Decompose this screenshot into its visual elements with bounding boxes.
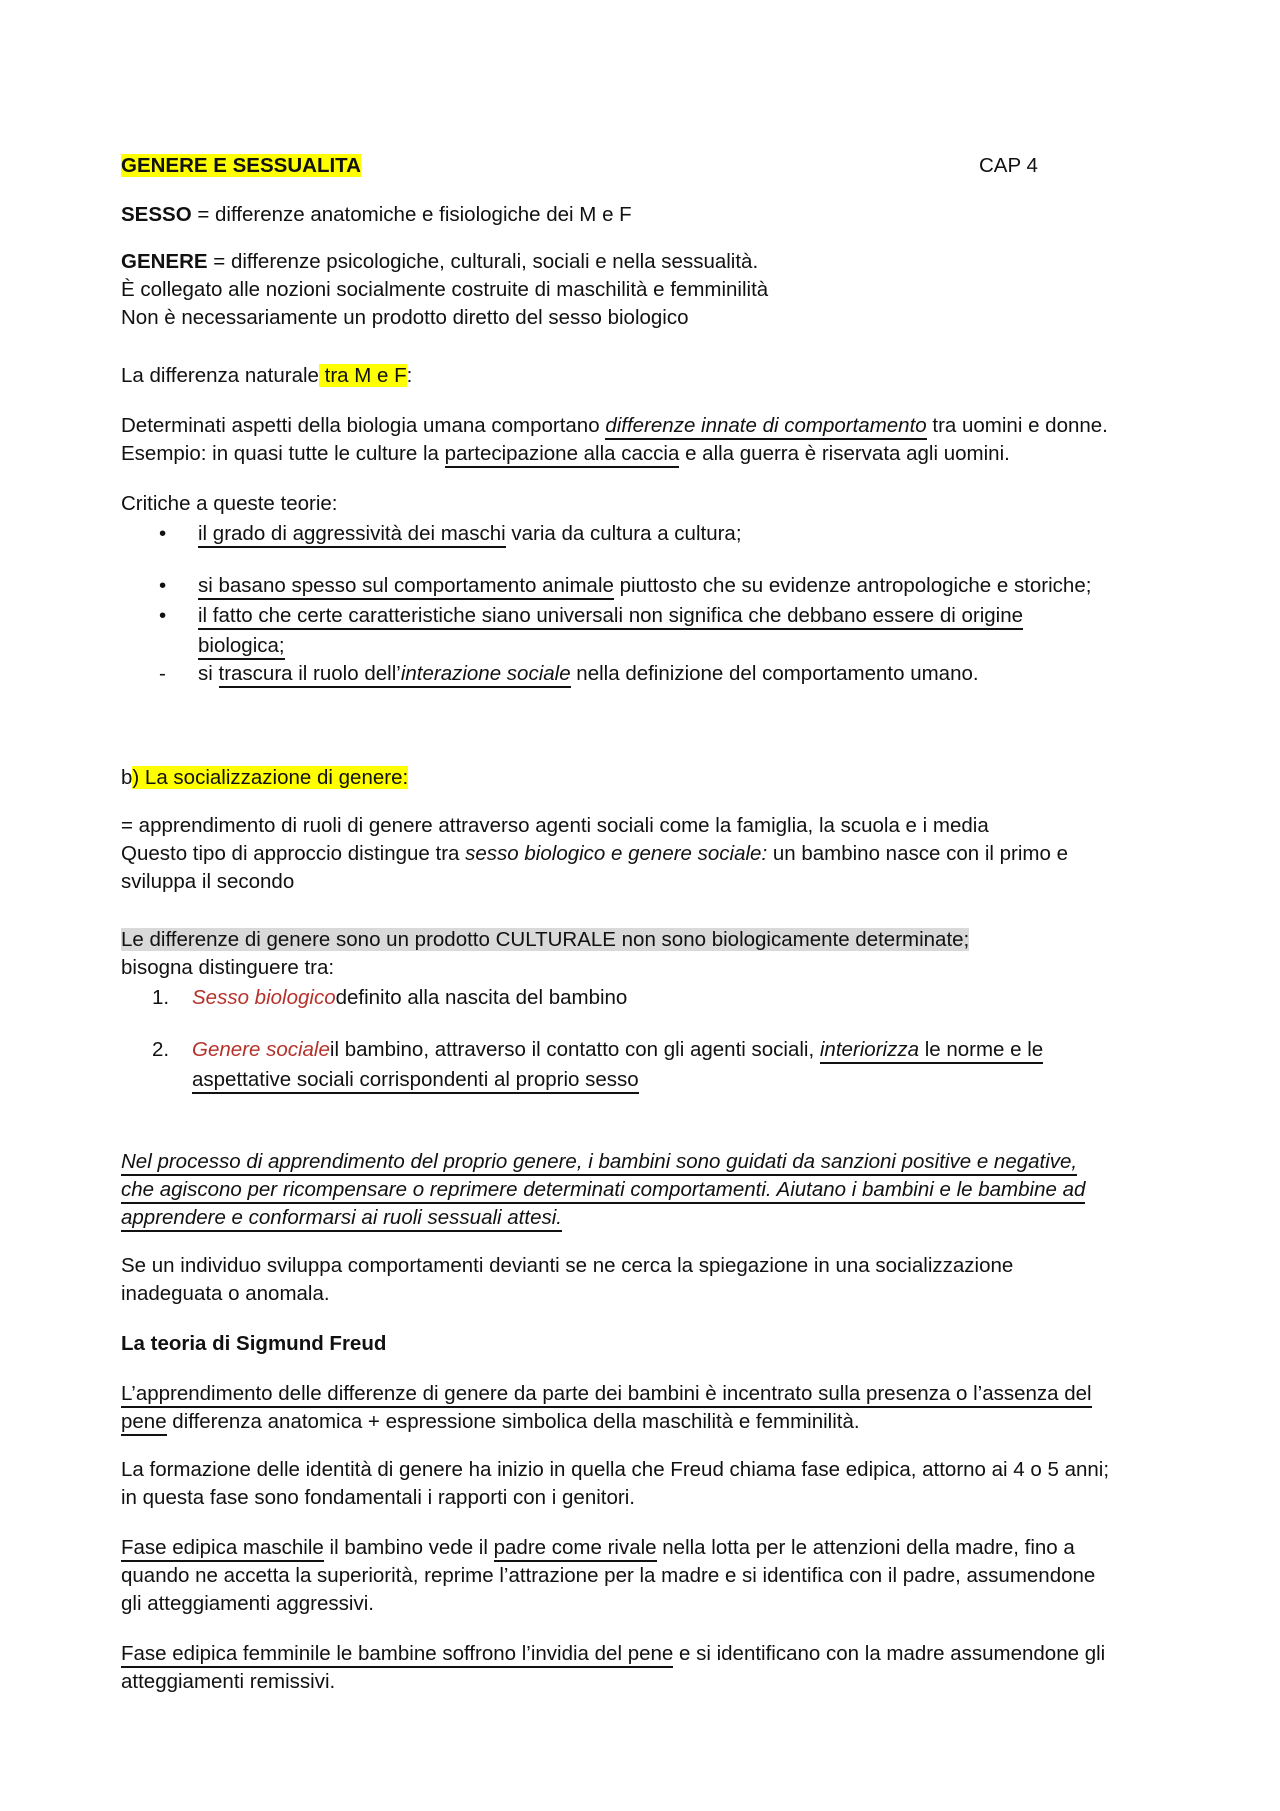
distinguish-line: bisogna distinguere tra:	[121, 956, 335, 979]
socializzazione-line-2: Questo tipo di approccio distingue tra sesso biologico e genere sociale: un bambino nasce con il primo e	[121, 842, 1068, 865]
freud-p2-line-2: in questa fase sono fondamentali i rapporti con i genitori.	[121, 1486, 635, 1509]
bullet-marker: •	[159, 604, 167, 627]
freud-p3-line-1: Fase edipica maschile il bambino vede il padre come rivale nella lotta per le attenzioni della madre, fino a	[121, 1534, 1171, 1562]
list-number: 2.	[152, 1038, 170, 1061]
socializzazione-line-1: = apprendimento di ruoli di genere attraverso agenti sociali come la famiglia, la scuola e i media	[121, 814, 989, 837]
critique-item-3-cont: biologica;	[198, 632, 285, 660]
bullet-marker: •	[159, 574, 167, 597]
italic-para-line-2: che agiscono per ricompensare o reprimere determinati comportamenti. Aiutano i bambini e le bambine ad	[121, 1176, 1171, 1204]
critique-item-2: si basano spesso sul comportamento animale piuttosto che su evidenze antropologiche e storiche;	[198, 572, 1091, 600]
bullet-marker: •	[159, 522, 167, 545]
freud-p3-line-3: gli atteggiamenti aggressivi.	[121, 1592, 374, 1615]
document-title: GENERE E SESSUALITA	[121, 154, 361, 177]
deviant-line-2: inadeguata o anomala.	[121, 1282, 330, 1305]
freud-p1-line-2: pene differenza anatomica + espressione simbolica della maschilità e femminilità.	[121, 1408, 1171, 1436]
section-b-title: b) La socializzazione di genere:	[121, 766, 409, 789]
dash-marker: -	[159, 662, 166, 685]
italic-para-line-1: Nel processo di apprendimento del proprio genere, i bambini sono guidati da sanzioni positive e negative,	[121, 1148, 1171, 1176]
cultural-statement: Le differenze di genere sono un prodotto CULTURALE non sono biologicamente determinate;	[121, 928, 970, 951]
freud-p4-line-2: atteggiamenti remissivi.	[121, 1670, 336, 1693]
freud-p4-line-1: Fase edipica femminile le bambine soffrono l’invidia del pene e si identificano con la madre assumendone gli	[121, 1640, 1171, 1668]
genere-definition: GENERE = differenze psicologiche, culturali, sociali e nella sessualità.	[121, 250, 759, 273]
section-a-title: La differenza naturale tra M e F:	[121, 364, 413, 387]
deviant-line-1: Se un individuo sviluppa comportamenti devianti se ne cerca la spiegazione in una socializzazione	[121, 1254, 1014, 1277]
numbered-item-1: Sesso biologicodefinito alla nascita del bambino	[192, 986, 628, 1009]
critique-item-3: il fatto che certe caratteristiche siano universali non significa che debbano essere di origine	[198, 602, 1023, 630]
socializzazione-line-3: sviluppa il secondo	[121, 870, 295, 893]
italic-para-line-3: apprendere e conformarsi ai ruoli sessuali attesi.	[121, 1204, 1171, 1232]
natural-line-1: Determinati aspetti della biologia umana comportano differenze innate di comportamento tra uomini e donne.	[121, 412, 1171, 440]
numbered-item-2-cont: aspettative sociali corrispondenti al proprio sesso	[192, 1066, 639, 1094]
numbered-item-2: Genere socialeil bambino, attraverso il contatto con gli agenti sociali, interiorizza le norme e le	[192, 1036, 1043, 1064]
list-number: 1.	[152, 986, 170, 1009]
freud-heading: La teoria di Sigmund Freud	[121, 1332, 387, 1355]
critique-item-1: il grado di aggressività dei maschi varia da cultura a cultura;	[198, 520, 742, 548]
critique-item-4: si trascura il ruolo dell’interazione sociale nella definizione del comportamento umano.	[198, 660, 979, 688]
freud-p3-line-2: quando ne accetta la superiorità, reprime l’attrazione per la madre e si identifica con il padre, assumendone	[121, 1564, 1096, 1587]
natural-line-2: Esempio: in quasi tutte le culture la partecipazione alla caccia e alla guerra è riservata agli uomini.	[121, 440, 1171, 468]
sesso-definition: SESSO = differenze anatomiche e fisiologiche dei M e F	[121, 203, 632, 226]
freud-p2-line-1: La formazione delle identità di genere ha inizio in quella che Freud chiama fase edipica, attorno ai 4 o 5 anni;	[121, 1458, 1110, 1481]
critiche-title: Critiche a queste teorie:	[121, 492, 338, 515]
genere-line-2: È collegato alle nozioni socialmente costruite di maschilità e femminilità	[121, 278, 769, 301]
genere-line-3: Non è necessariamente un prodotto diretto del sesso biologico	[121, 306, 689, 329]
freud-p1-line-1: L’apprendimento delle differenze di genere da parte dei bambini è incentrato sulla presenza o l’assenza del	[121, 1380, 1171, 1408]
chapter-label: CAP 4	[979, 154, 1038, 177]
